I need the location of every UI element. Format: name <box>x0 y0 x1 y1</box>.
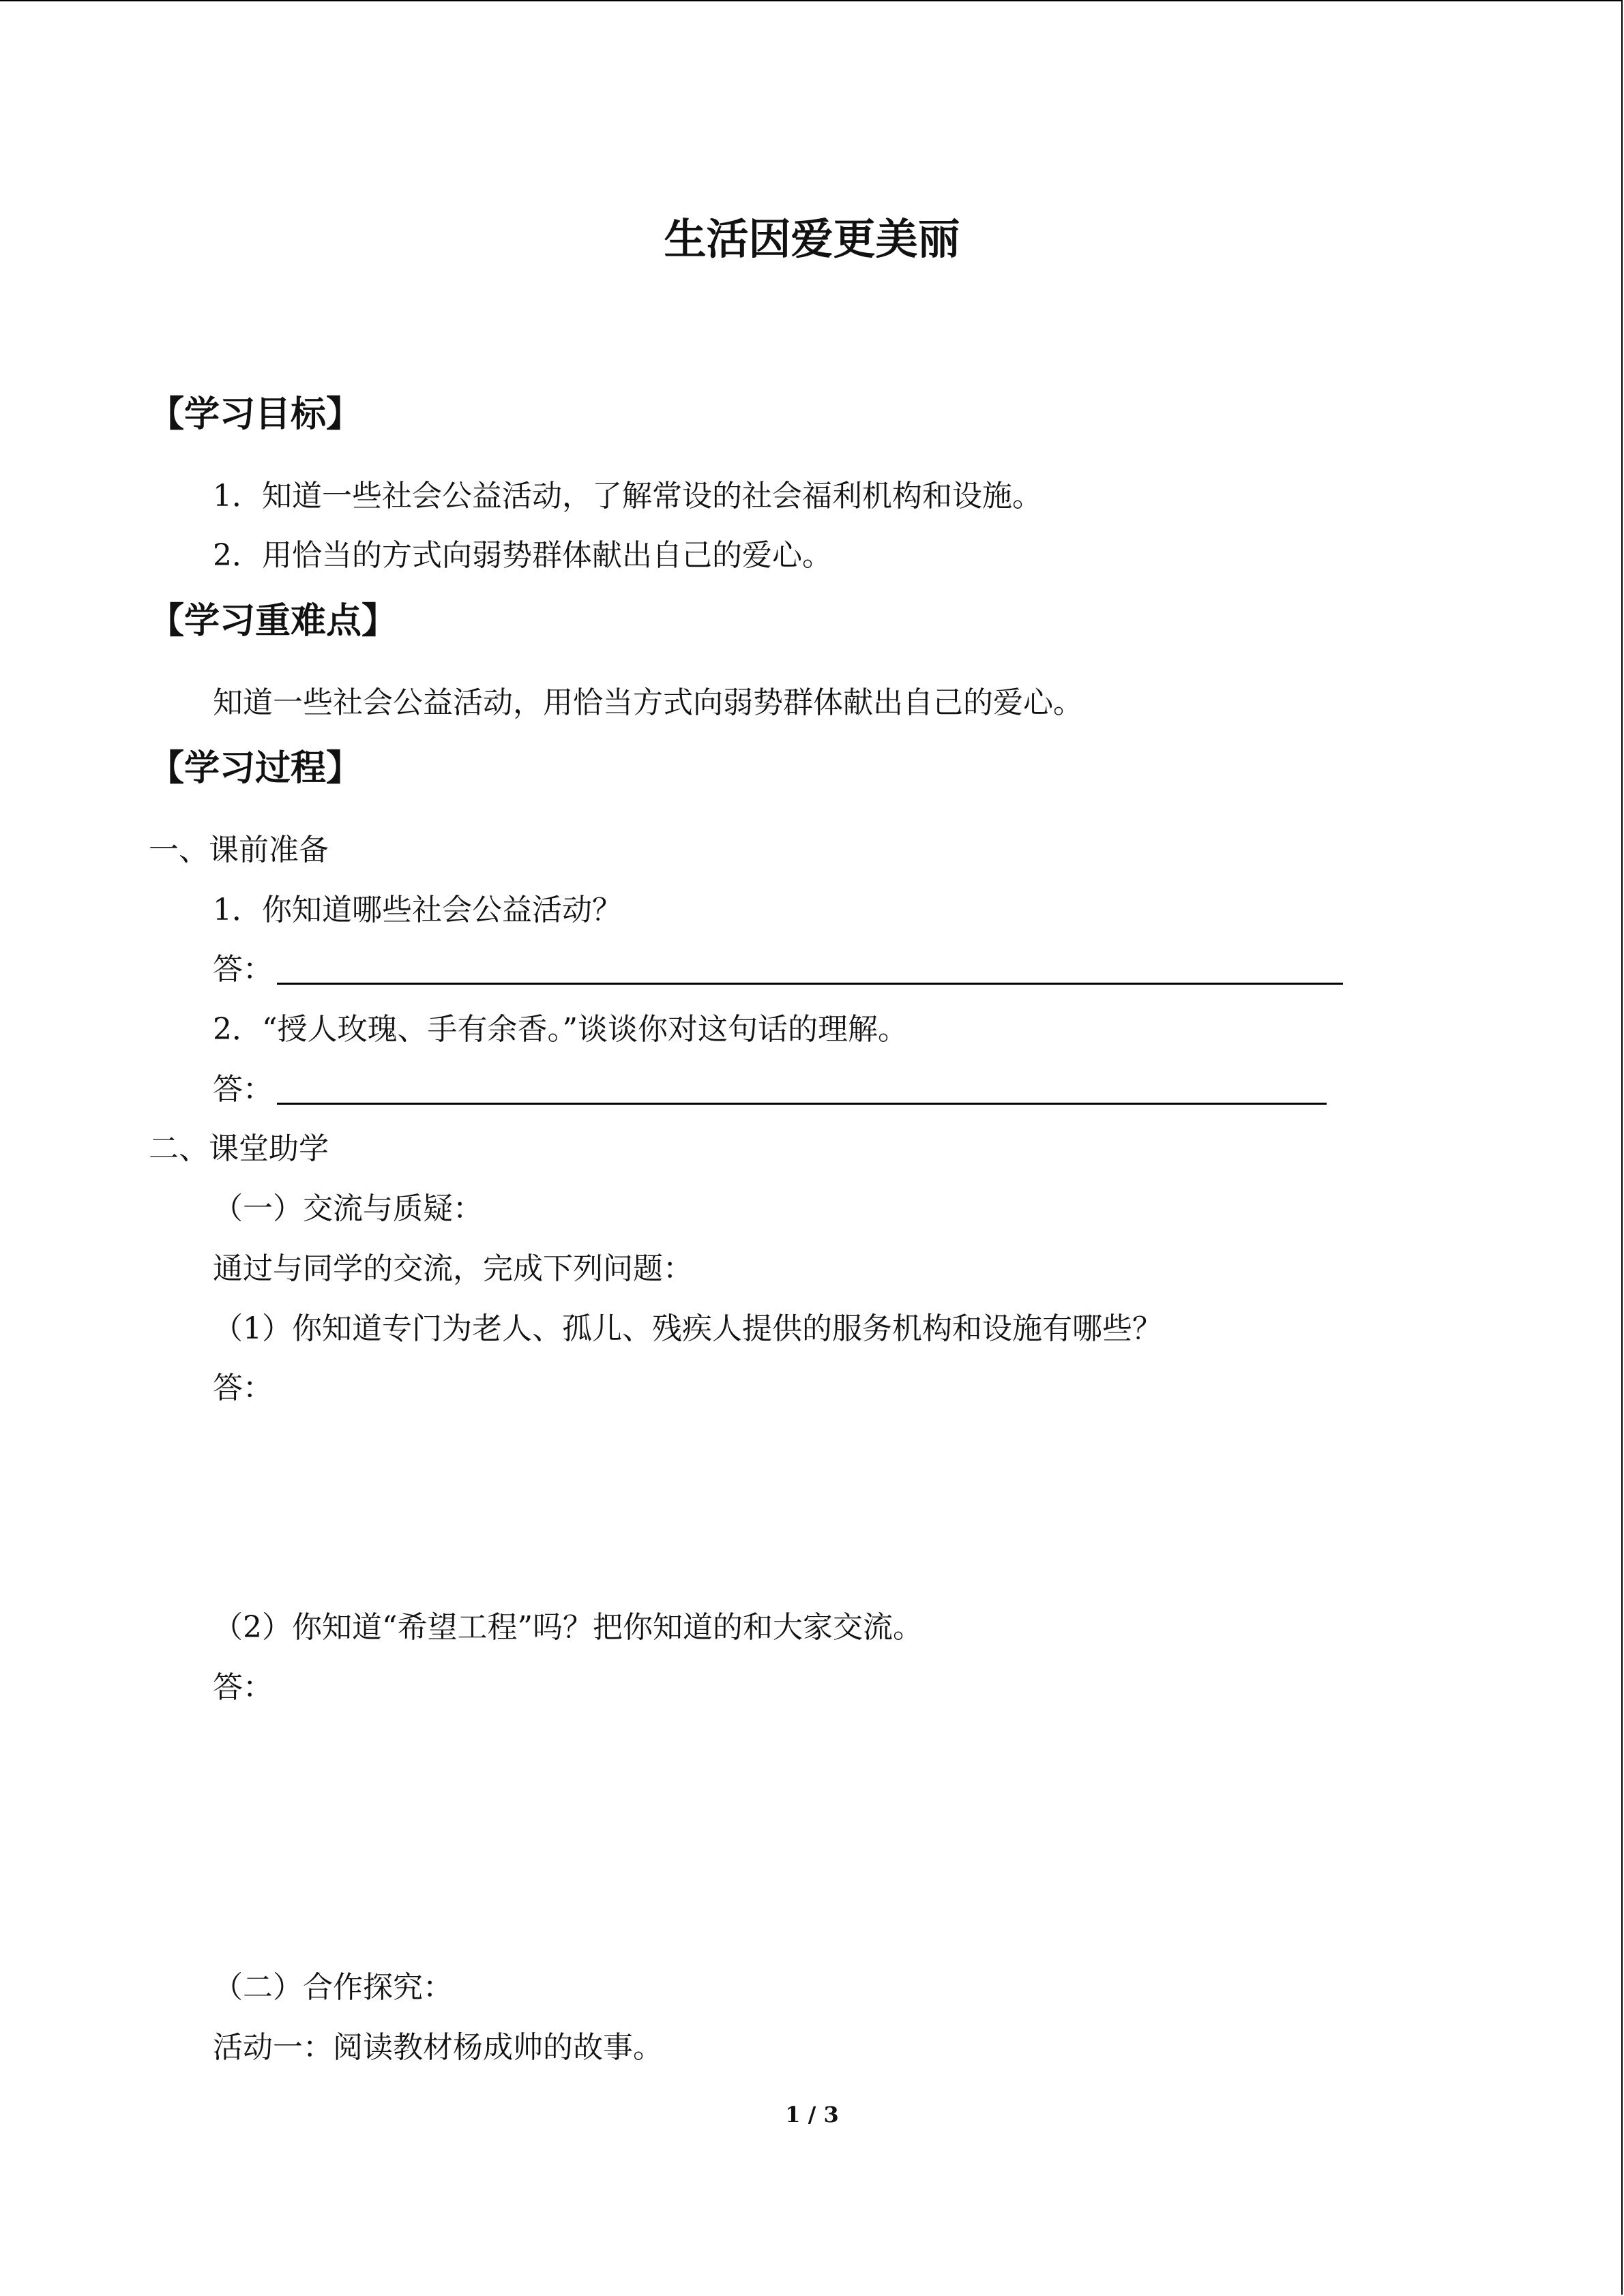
part2-question-1: （1）你知道专门为老人、孤儿、残疾人提供的服务机构和设施有哪些？ <box>213 1311 1162 1346</box>
document-title: 生活因爱更美丽 <box>664 214 960 264</box>
part1-answer-1-label: 答： <box>213 952 273 987</box>
part2-title: 二、课堂助学 <box>149 1131 329 1166</box>
part2-subsection-2: （二）合作探究： <box>213 1970 453 2005</box>
part2-activity-1: 活动一：阅读教材杨成帅的故事。 <box>213 2030 663 2065</box>
objective-item-1: 1．知道一些社会公益活动，了解常设的社会福利机构和设施。 <box>213 479 1042 513</box>
key-points-text: 知道一些社会公益活动，用恰当方式向弱势群体献出自己的爱心。 <box>213 685 1083 720</box>
part2-subsection-1: （一）交流与质疑： <box>213 1191 483 1226</box>
page-number: 1 / 3 <box>785 2102 839 2128</box>
part1-answer-1-line[interactable] <box>277 983 1343 985</box>
part1-answer-2-label: 答： <box>213 1072 273 1107</box>
part2-intro: 通过与同学的交流，完成下列问题： <box>213 1251 693 1286</box>
part2-answer-1-label: 答： <box>213 1371 273 1405</box>
part2-question-2: （2）你知道“希望工程”吗？把你知道的和大家交流。 <box>213 1610 923 1645</box>
objectives-heading: 【学习目标】 <box>149 393 362 435</box>
part2-answer-2-label: 答： <box>213 1670 273 1705</box>
part1-question-2: 2．“授人玫瑰、手有余香。”谈谈你对这句话的理解。 <box>213 1012 908 1047</box>
part1-answer-2-line[interactable] <box>277 1103 1327 1105</box>
part1-title: 一、课前准备 <box>149 833 329 867</box>
objective-item-2: 2．用恰当的方式向弱势群体献出自己的爱心。 <box>213 538 832 573</box>
part1-question-1: 1．你知道哪些社会公益活动？ <box>213 893 622 927</box>
process-heading: 【学习过程】 <box>149 747 362 789</box>
key-points-heading: 【学习重难点】 <box>149 600 398 642</box>
